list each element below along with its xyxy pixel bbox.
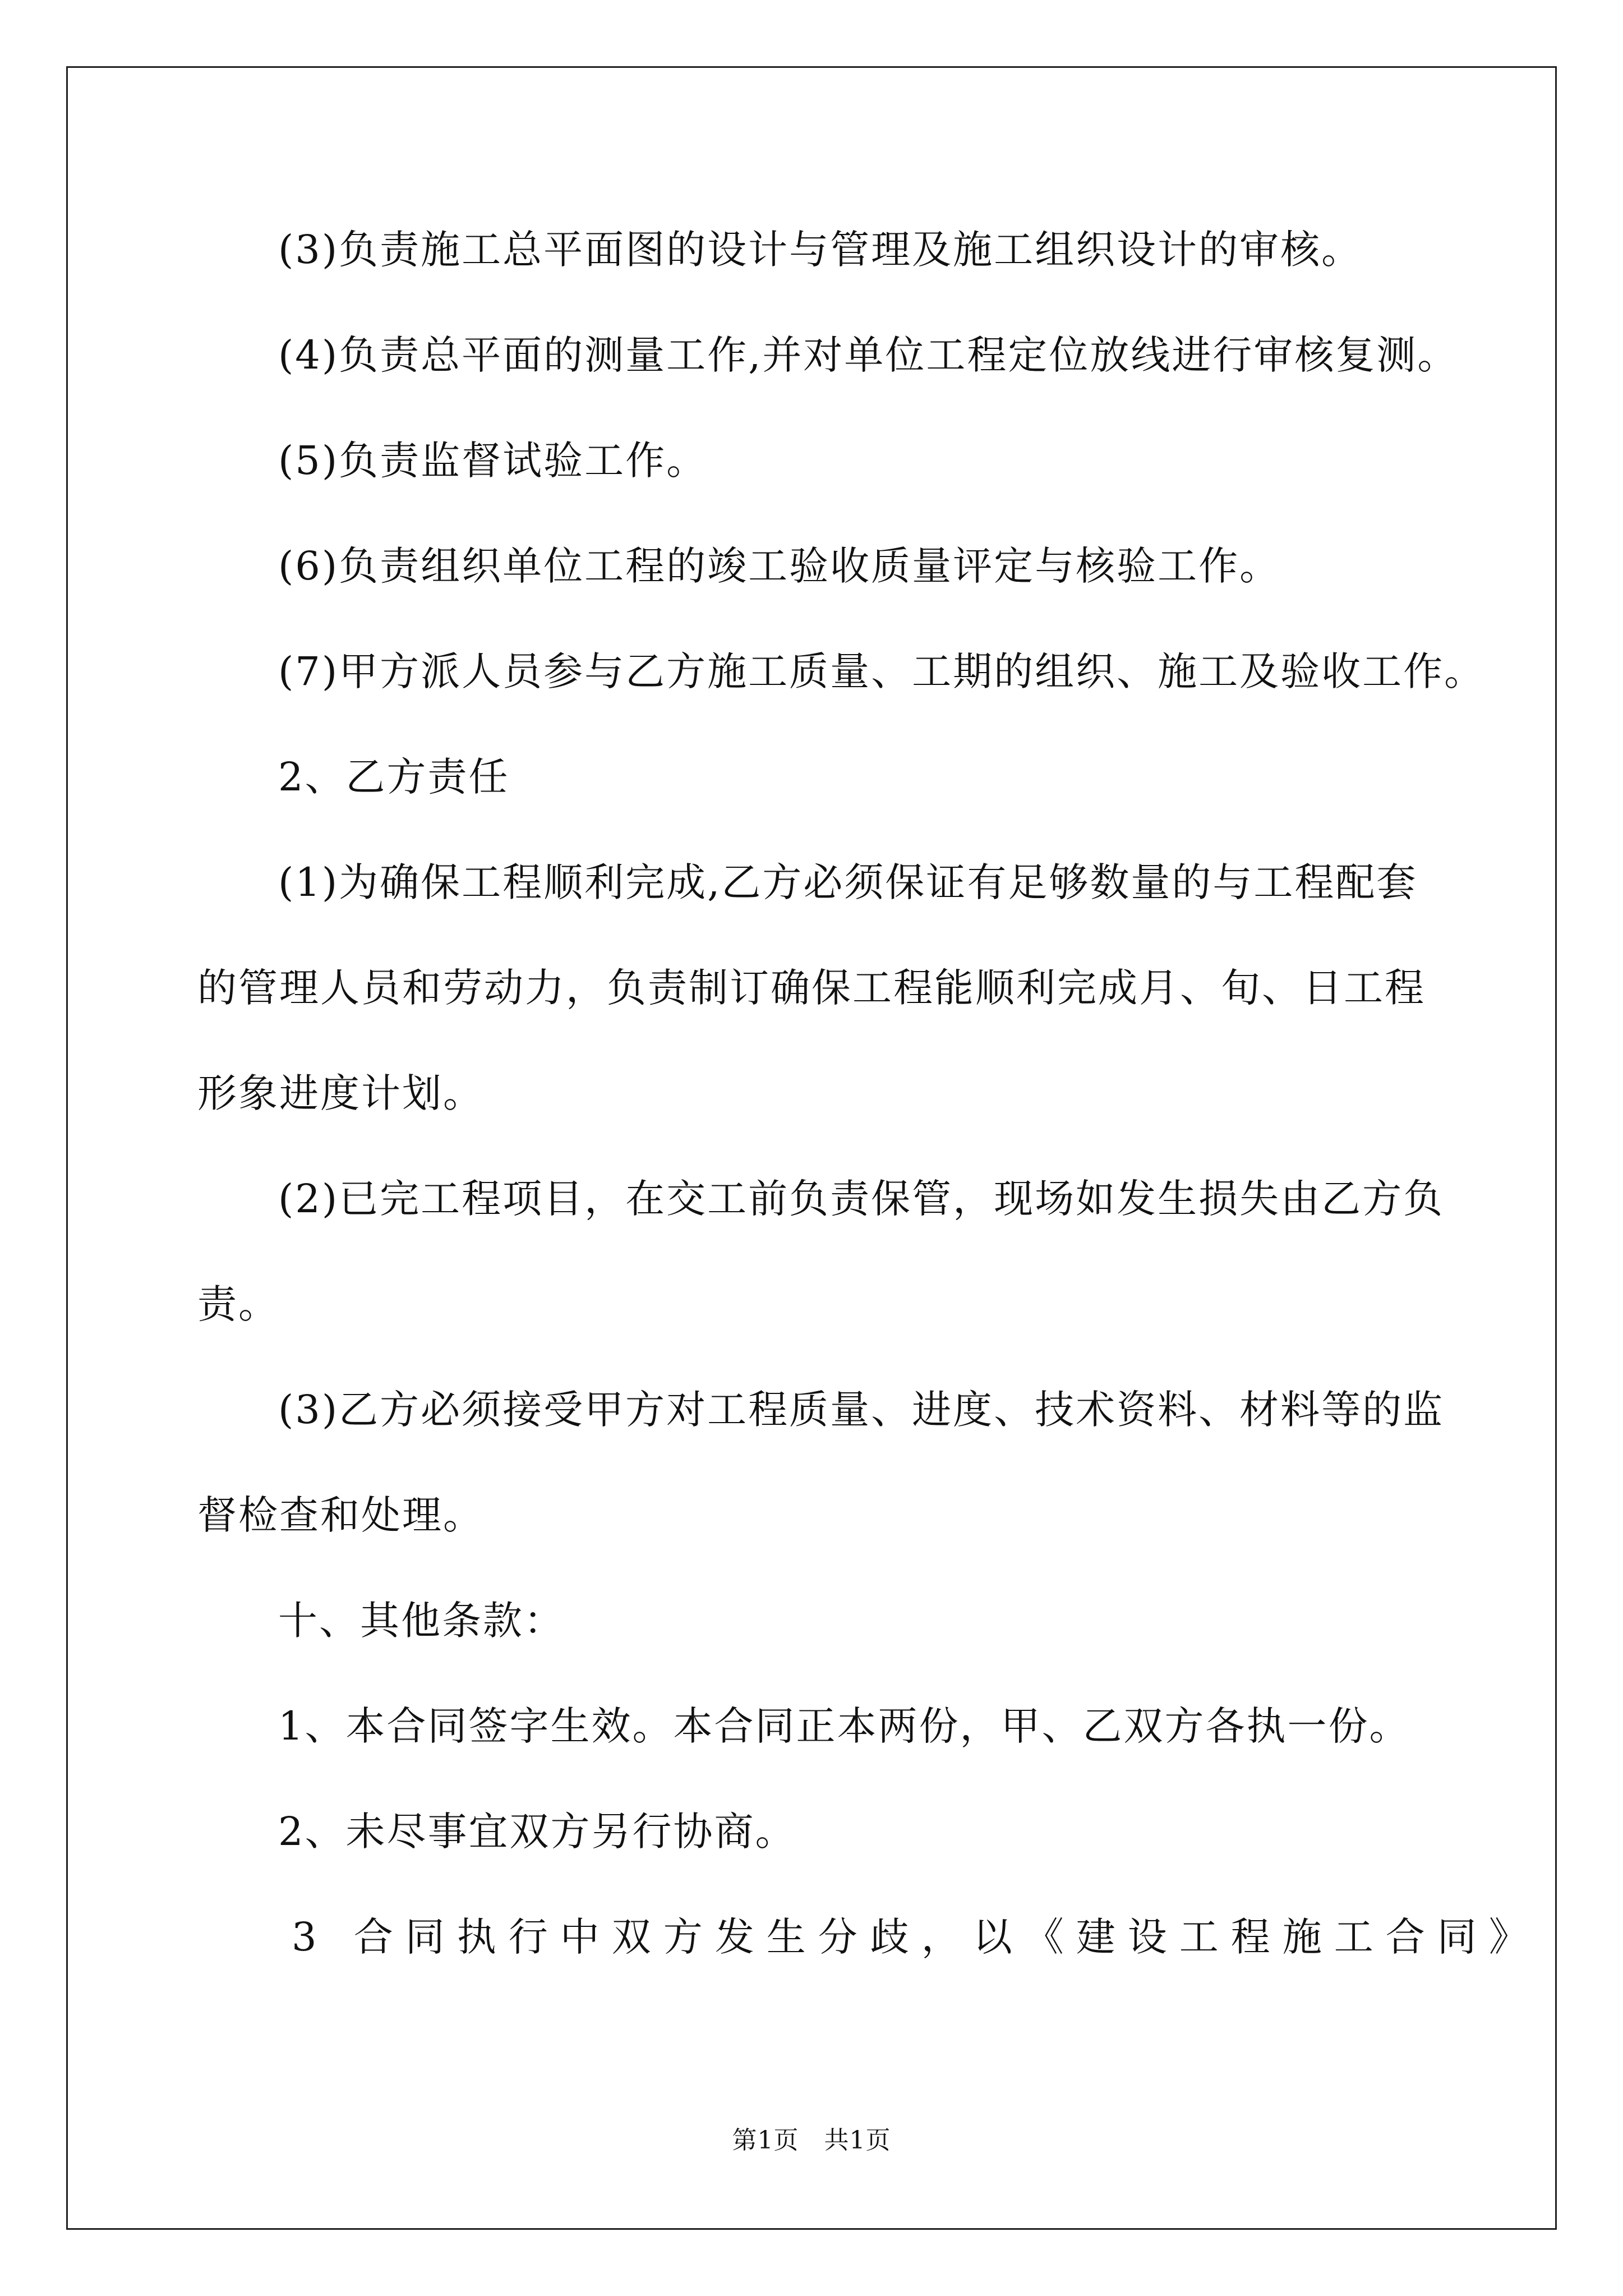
text-line: 的管理人员和劳动力，负责制订确保工程能顺利完成月、旬、日工程: [197, 965, 1426, 1011]
page-border: [66, 66, 1557, 2230]
text-line: (5)负责监督试验工作。: [278, 438, 708, 484]
text-line: (2)已完工程项目，在交工前负责保管，现场如发生损失由乙方负: [278, 1176, 1445, 1222]
text-line: 督检查和处理。: [197, 1492, 484, 1538]
section-heading: 2、乙方责任: [278, 754, 510, 800]
section-heading: 十、其他条款：: [278, 1598, 565, 1644]
text-line: 2、未尽事宜双方另行协商。: [278, 1809, 796, 1855]
text-line: (4)负责总平面的测量工作,并对单位工程定位放线进行审核复测。: [278, 332, 1459, 378]
text-line: (7)甲方派人员参与乙方施工质量、工期的组织、施工及验收工作。: [278, 648, 1486, 694]
text-line: (3)负责施工总平面图的设计与管理及施工组织设计的审核。: [278, 227, 1363, 273]
text-line: (6)负责组织单位工程的竣工验收质量评定与核验工作。: [278, 543, 1281, 589]
page-number-footer: 第1页 共1页: [732, 2126, 891, 2155]
text-line: 形象进度计划。: [197, 1070, 484, 1116]
text-line: (1)为确保工程顺利完成,乙方必须保证有足够数量的与工程配套: [278, 859, 1418, 905]
text-line: 责。: [197, 1281, 279, 1327]
text-line: (3)乙方必须接受甲方对工程质量、进度、技术资料、材料等的监: [278, 1387, 1445, 1433]
text-line: 1、本合同签字生效。本合同正本两份，甲、乙双方各执一份。: [278, 1703, 1410, 1749]
text-line: 3 合同执行中双方发生分歧，以《建设工程施工合同》: [292, 1914, 1541, 1960]
